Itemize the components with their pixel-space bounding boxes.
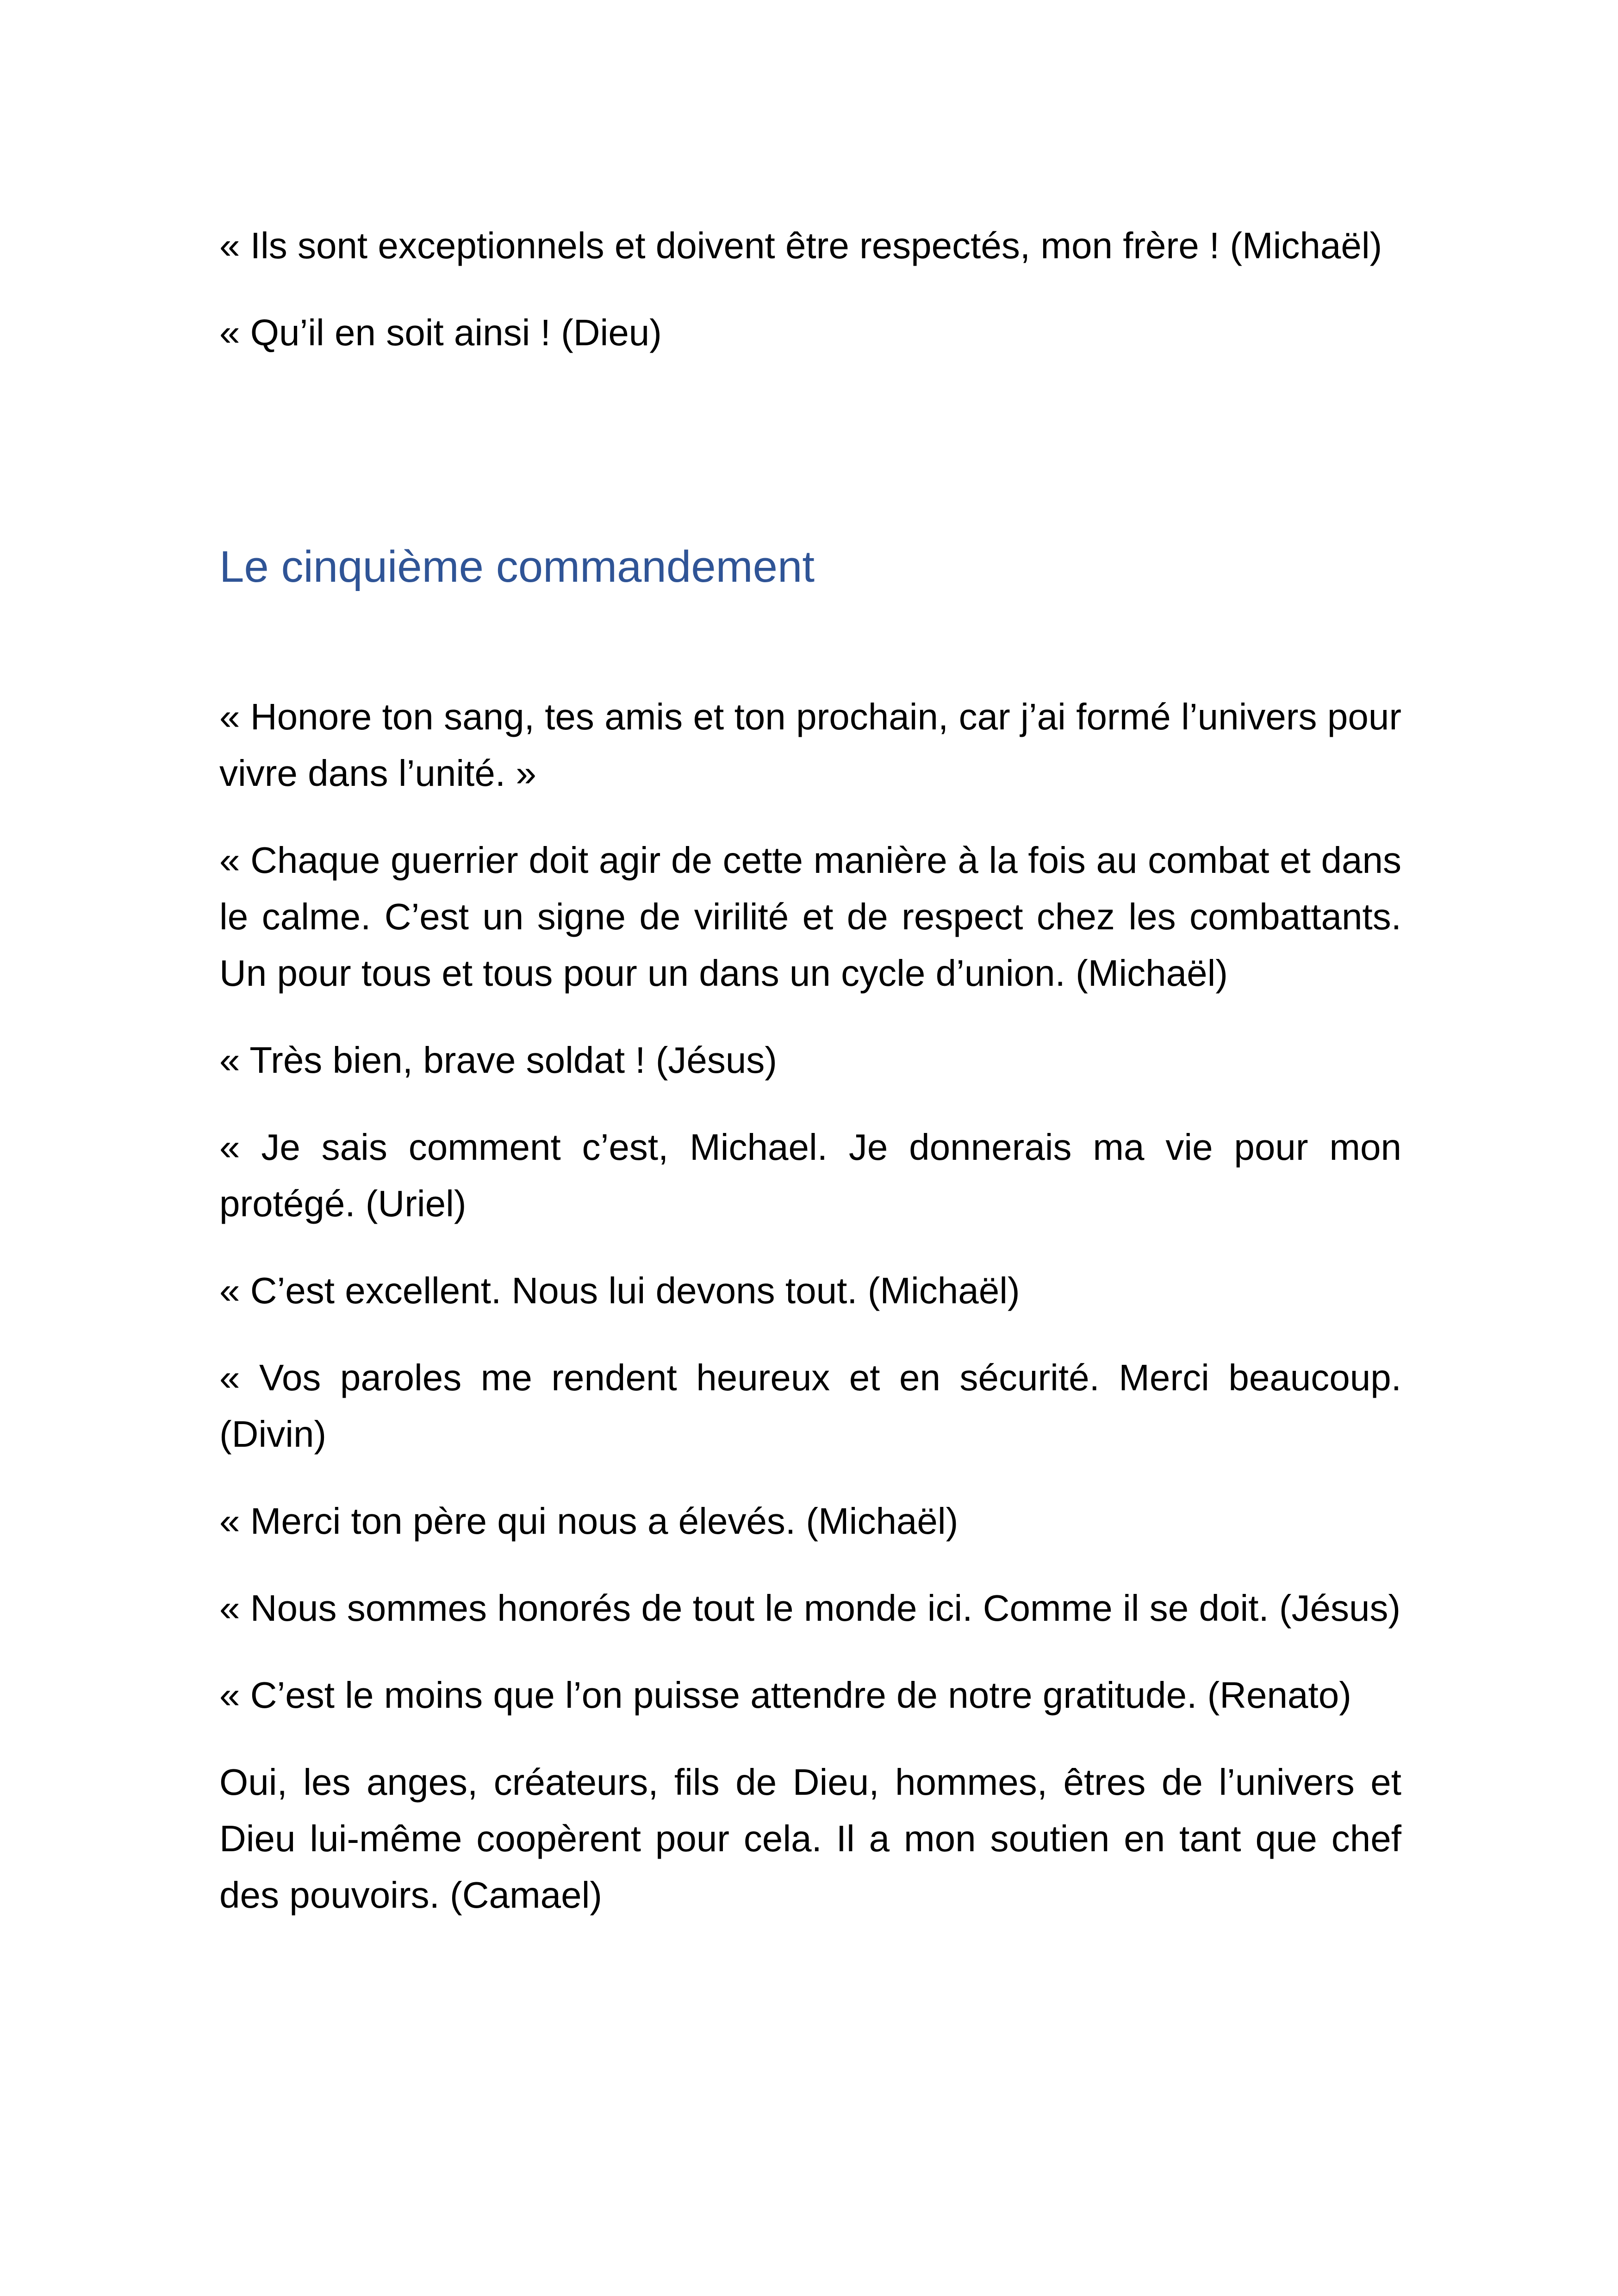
paragraph-dieu-ainsi: « Qu’il en soit ainsi ! (Dieu): [219, 312, 662, 353]
paragraph-jesus-soldat: « Très bien, brave soldat ! (Jésus): [219, 1039, 777, 1081]
paragraph-jesus-honores: « Nous sommes honorés de tout le monde ici. Comme il se doit. (Jésus): [219, 1587, 1401, 1629]
section-heading: Le cinquième commandement: [219, 542, 815, 591]
main-text-block: [219, 689, 1401, 1954]
paragraph-guerrier: « Chaque guerrier doit agir de cette manière à la fois au combat et dans le calme. C’est un signe de virilité et de respect chez les combattants. Un pour tous et tous pour un dans un cycle d’union. (Michaël): [219, 840, 1401, 994]
paragraph-commandment: « Honore ton sang, tes amis et ton prochain, car j’ai formé l’univers pour vivre dans l’unité. »: [219, 696, 1401, 794]
paragraph-michael-respect: « Ils sont exceptionnels et doivent être respectés, mon frère ! (Michaël): [219, 225, 1382, 266]
paragraph-camael: Oui, les anges, créateurs, fils de Dieu, hommes, êtres de l’univers et Dieu lui-même coopèrent pour cela. Il a mon soutien en tant que chef des pouvoirs. (Camael): [219, 1761, 1401, 1916]
paragraph-michael-excellent: « C’est excellent. Nous lui devons tout. (Michaël): [219, 1270, 1020, 1311]
paragraph-michael-merci: « Merci ton père qui nous a élevés. (Michaël): [219, 1500, 958, 1542]
paragraph-uriel: « Je sais comment c’est, Michael. Je donnerais ma vie pour mon protégé. (Uriel): [219, 1126, 1401, 1224]
top-text-block: [219, 218, 1401, 392]
paragraph-divin: « Vos paroles me rendent heureux et en sécurité. Merci beaucoup. (Divin): [219, 1357, 1401, 1455]
paragraph-renato: « C’est le moins que l’on puisse attendre de notre gratitude. (Renato): [219, 1674, 1351, 1716]
